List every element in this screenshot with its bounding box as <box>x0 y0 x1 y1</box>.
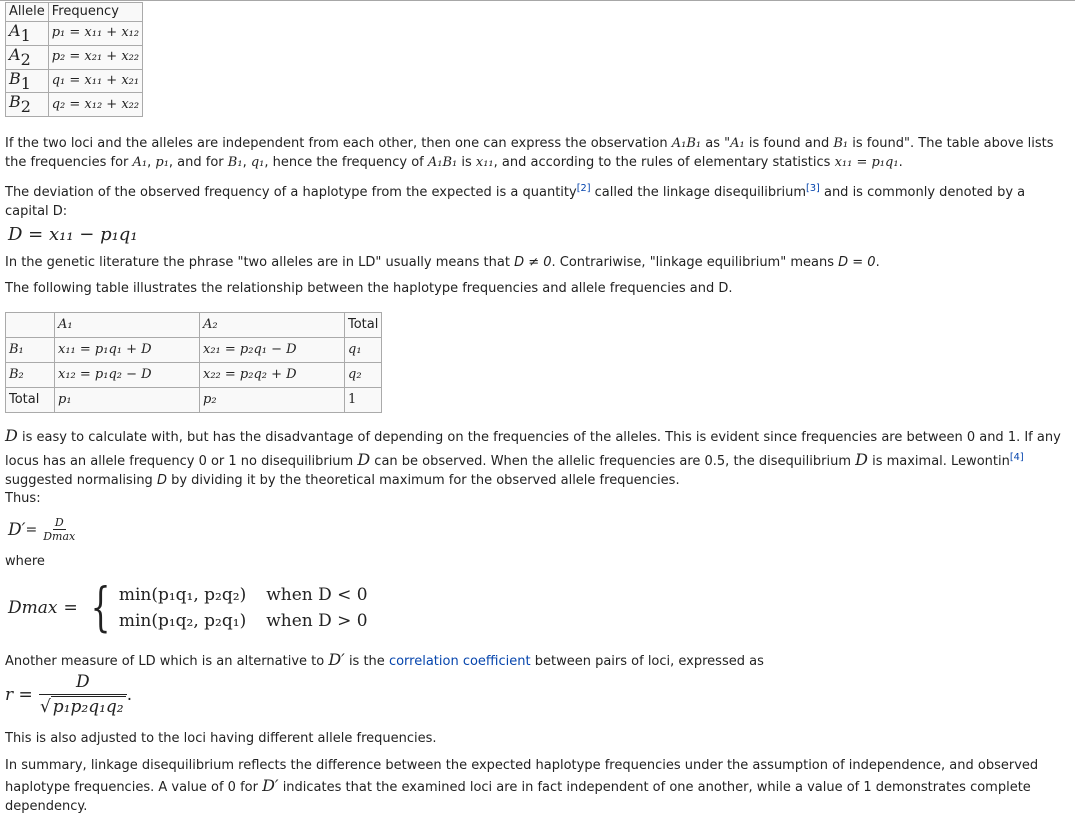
math-inline: x₁₁ = p₁q₁ <box>834 155 899 170</box>
eq-sign: = <box>25 521 38 538</box>
row-label: B₁ <box>6 338 55 363</box>
numerator: D <box>39 672 127 695</box>
allele-cell <box>6 45 49 69</box>
math-inline: D = 0 <box>838 255 876 270</box>
allele-subscript: 1 <box>20 73 31 93</box>
allele-cell <box>6 93 49 117</box>
text: . <box>898 155 903 170</box>
header-A1: A₁ <box>55 313 200 338</box>
table-cell: x₁₂ = p₁q₂ − D <box>55 363 200 388</box>
paragraph-lewontin <box>5 426 1067 490</box>
header-total: Total <box>345 313 382 338</box>
math-inline: D <box>855 449 868 469</box>
text: is the <box>344 654 389 669</box>
correlation-coefficient-link[interactable]: correlation coefficient <box>388 654 531 669</box>
text: by dividing it by the theoretical maximum for the observed allele frequencies. <box>166 472 680 488</box>
math-inline: D <box>357 449 371 469</box>
case-cond: when D > 0 <box>266 611 368 631</box>
row-label: Total <box>6 388 55 413</box>
math-inline: A₁ <box>132 155 148 170</box>
math-inline: A₁B₁ <box>671 136 702 151</box>
paragraph-thus: Thus: <box>5 491 41 506</box>
eq-lhs: r = <box>5 684 33 705</box>
math-inline: B₁ <box>227 155 243 170</box>
reference-link[interactable]: [4] <box>1009 451 1024 463</box>
allele-subscript: 2 <box>20 49 31 69</box>
table-row <box>6 69 143 93</box>
left-brace: { <box>90 578 111 638</box>
numerator: D <box>54 516 64 529</box>
math-inline: D <box>156 472 167 488</box>
text: is easy to calculate with, but has the disadvantage of depending on the frequencies of the alleles. This is evident since frequencies are between 0 and 1. If any locus has an allele frequency 0 or 1 no disequilibrium <box>5 430 1061 469</box>
text: In the genetic literature the phrase "two alleles are in LD" usually means that <box>5 255 515 270</box>
text: The deviation of the observed frequency of a haplotype from the expected is a quantity <box>5 184 577 200</box>
fraction <box>41 516 77 543</box>
math-inline: A₁B₁ <box>427 155 458 170</box>
math-inline: D <box>5 426 18 445</box>
table-row <box>6 93 143 117</box>
sqrt-icon: √ <box>39 697 51 717</box>
eq-equals: = <box>63 598 78 618</box>
allele-symbol: B <box>9 68 21 88</box>
math-inline: D ≠ 0 <box>514 255 552 270</box>
text: , <box>242 155 251 170</box>
paragraph-independence <box>5 134 1067 172</box>
piecewise-cases <box>119 585 368 631</box>
eq-lhs: Dmax <box>8 598 58 618</box>
math-inline: x₁₁ <box>475 155 494 170</box>
radicand: p₁p₂q₁q₂ <box>52 697 124 717</box>
allele-cell <box>6 69 49 93</box>
frequency-cell: q₁ = x₁₁ + x₂₁ <box>48 69 142 93</box>
math-inline: A₁ <box>730 136 745 151</box>
paragraph-correlation <box>5 650 764 669</box>
allele-symbol: B <box>9 92 21 112</box>
total-cell: q₁ <box>345 338 382 363</box>
text: . <box>875 255 880 270</box>
denominator: Dmax <box>43 530 76 543</box>
text: is maximal. Lewontin <box>867 453 1010 469</box>
paragraph-ld-phrase <box>5 255 880 270</box>
allele-cell <box>6 22 49 46</box>
case-expr: min(p₁q₂, p₂q₁) <box>118 611 247 631</box>
table-cell: p₁ <box>55 388 200 413</box>
header-empty <box>6 313 55 338</box>
text: suggested normalising <box>5 472 157 488</box>
math-inline: p₁ <box>155 155 169 170</box>
table-row <box>6 388 382 413</box>
allele-subscript: 1 <box>20 25 31 45</box>
case-expr: min(p₁q₁, p₂q₂) <box>118 585 247 605</box>
equation-Dmax <box>8 578 368 638</box>
text: If the two loci and the alleles are independent from each other, then one can express the observation <box>5 136 672 151</box>
frequency-cell: p₁ = x₁₁ + x₁₂ <box>48 22 142 46</box>
table-row <box>6 338 382 363</box>
case-row <box>119 585 368 605</box>
text: is found and <box>744 136 834 151</box>
text: , and for <box>168 155 228 170</box>
allele-symbol: A <box>9 44 21 64</box>
table-header-row <box>6 3 143 22</box>
text: indicates that the examined loci are in fact independent of one another, while a value of 1 demonstrates complete dependency. <box>5 779 1031 814</box>
text: In summary, linkage disequilibrium reflects the difference between the expected haplotype frequencies under the assumption of independence, and observed haplotype frequencies. A value of 0 for <box>5 758 1039 795</box>
header-allele: Allele <box>6 3 49 22</box>
paragraph-adjusted: This is also adjusted to the loci having different allele frequencies. <box>5 731 437 746</box>
total-cell: 1 <box>345 388 382 413</box>
frequency-cell: q₂ = x₁₂ + x₂₂ <box>48 93 142 117</box>
table-cell: p₂ <box>200 388 345 413</box>
equation-D: D = x₁₁ − p₁q₁ <box>8 224 138 245</box>
table-cell: x₂₂ = p₂q₂ + D <box>200 363 345 388</box>
haplotype-frequency-table <box>5 312 382 413</box>
header-A2: A₂ <box>200 313 345 338</box>
table-row <box>6 22 143 46</box>
table-row <box>6 363 382 388</box>
math-inline: q₁ <box>250 155 265 170</box>
eq-lhs: D′ <box>8 519 26 540</box>
reference-link[interactable]: [3] <box>806 183 820 194</box>
text: called the linkage disequilibrium <box>590 184 807 200</box>
text: is <box>457 155 476 170</box>
math-inline: D′ <box>328 650 345 669</box>
math-inline: B₁ <box>833 136 849 151</box>
paragraph-summary <box>5 756 1067 817</box>
table-header-row <box>6 313 382 338</box>
fraction <box>39 672 127 717</box>
text: Another measure of LD which is an alternative to <box>5 654 329 669</box>
equation-D-prime <box>8 516 77 543</box>
frequency-cell: p₂ = x₂₁ + x₂₂ <box>48 45 142 69</box>
allele-subscript: 2 <box>20 97 31 117</box>
paragraph-deviation <box>5 179 1067 221</box>
paragraph-table-intro: The following table illustrates the relationship between the haplotype frequencies and allele frequencies and D. <box>5 281 733 296</box>
case-row <box>119 611 368 631</box>
text: . Contrariwise, "linkage equilibrium" means <box>551 255 839 270</box>
case-cond: when D < 0 <box>266 585 368 605</box>
allele-frequency-table <box>5 2 143 117</box>
text: , <box>147 155 156 170</box>
top-divider <box>0 0 1075 1</box>
text: as " <box>701 136 731 151</box>
text: between pairs of loci, expressed as <box>530 654 764 669</box>
text: is found". The table above lists the frequencies for <box>5 136 1054 170</box>
denominator <box>40 695 126 717</box>
table-row <box>6 45 143 69</box>
total-cell: q₂ <box>345 363 382 388</box>
paragraph-where: where <box>5 554 45 569</box>
table-cell: x₁₁ = p₁q₁ + D <box>55 338 200 363</box>
text: , hence the frequency of <box>264 155 428 170</box>
eq-period: . <box>126 684 133 705</box>
reference-link[interactable]: [2] <box>576 183 591 194</box>
row-label: B₂ <box>6 363 55 388</box>
math-inline: D′ <box>262 775 279 795</box>
text: and is commonly denoted by a capital D: <box>5 184 1026 219</box>
text: can be observed. When the allelic frequencies are 0.5, the disequilibrium <box>370 453 856 469</box>
text: , and according to the rules of elementary statistics <box>493 155 835 170</box>
equation-r <box>5 672 132 717</box>
table-cell: x₂₁ = p₂q₁ − D <box>200 338 345 363</box>
allele-symbol: A <box>9 21 21 40</box>
header-frequency: Frequency <box>48 3 142 22</box>
